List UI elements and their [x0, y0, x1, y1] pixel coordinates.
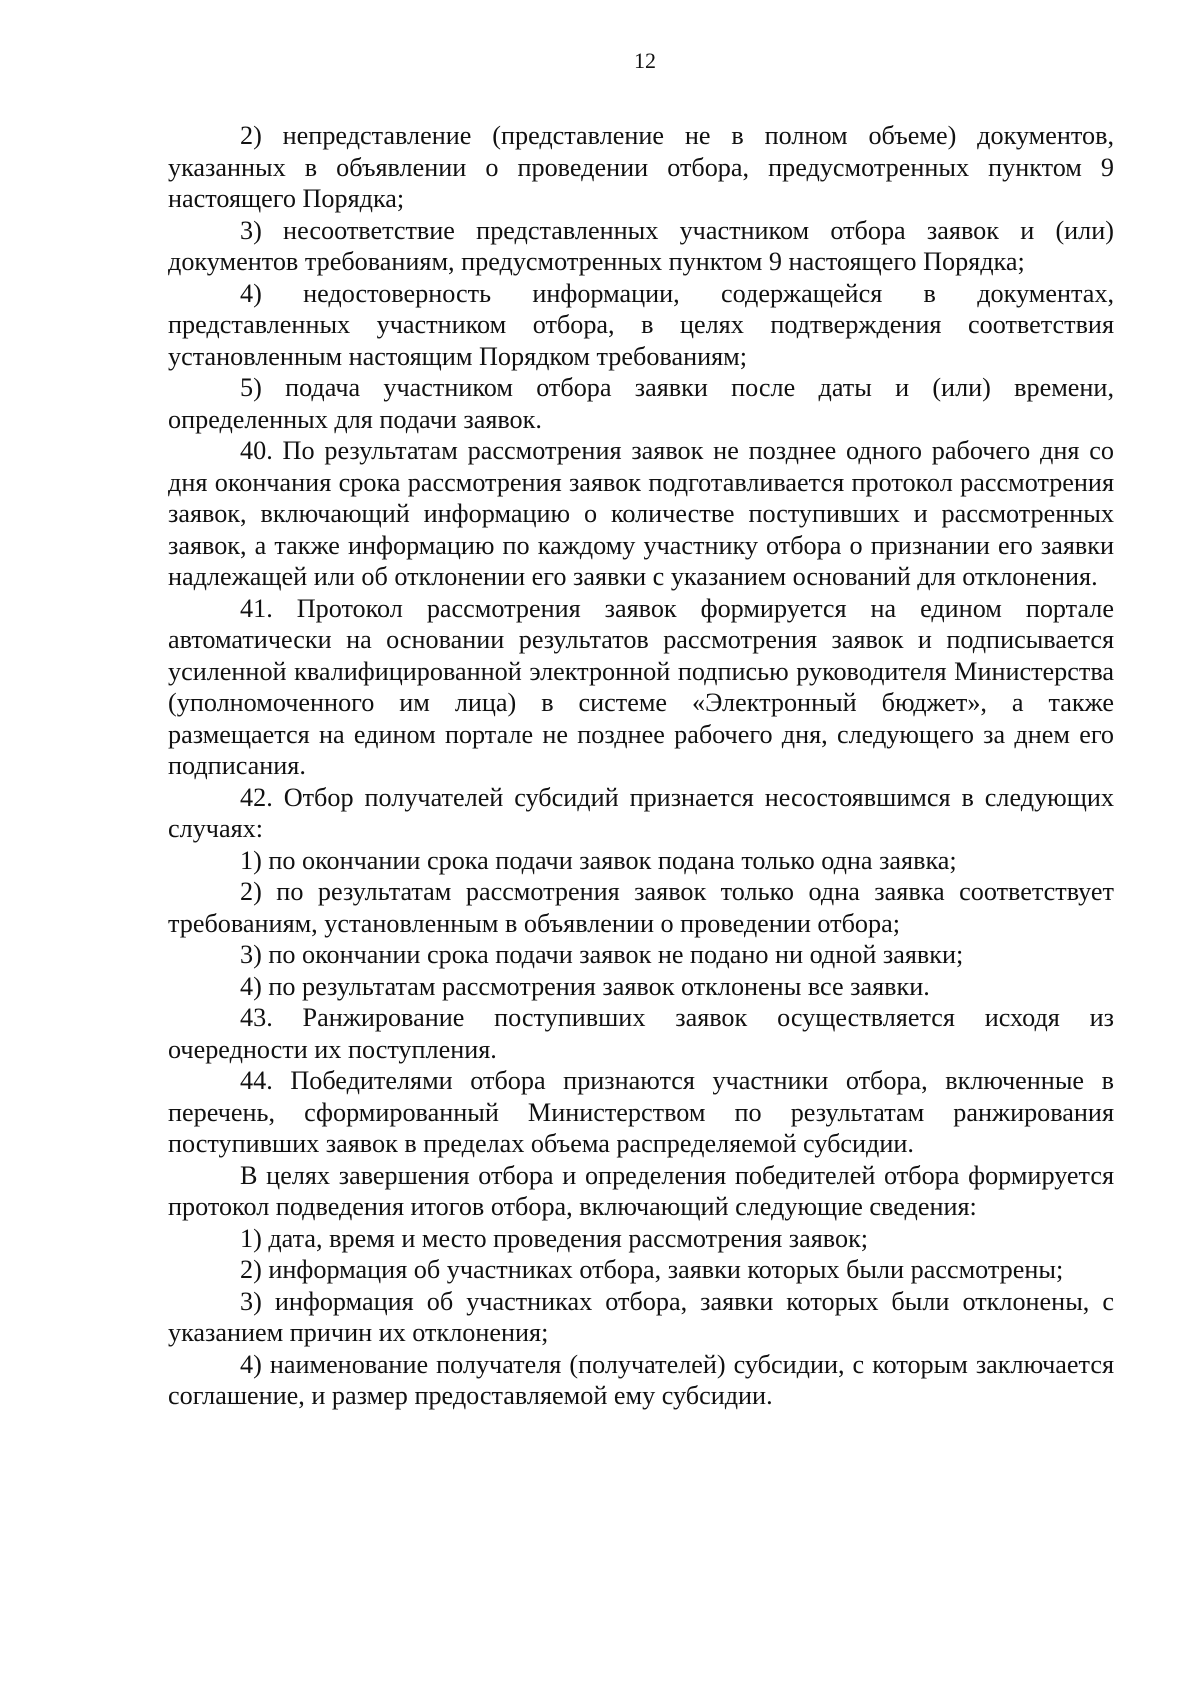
paragraph-protocol-item-2: 2) информация об участниках отбора, заявки которых были рассмотрены;	[240, 1255, 1064, 1284]
paragraph-clause-42-item-3: 3) по окончании срока подачи заявок не подано ни одной заявки;	[240, 940, 964, 969]
paragraph-clause-40: 40. По результатам рассмотрения заявок не позднее одного рабочего дня со дня окончания срока рассмотрения заявок подготавливается протокол рассмотрения заявок, включающий информацию о количестве поступивших и рассмотренных заявок, а также информацию по каждому участнику отбора о признании его заявки надлежащей или об отклонении его заявки с указанием оснований для отклонения.	[168, 436, 1114, 591]
paragraph-clause-41: 41. Протокол рассмотрения заявок формируется на едином портале автоматически на основании результатов рассмотрения заявок и подписывается усиленной квалифицированной электронной подписью руководителя Министерства (уполномоченного им лица) в системе «Электронный бюджет», а также размещается на едином портале не позднее рабочего дня, следующего за днем его подписания.	[168, 593, 1114, 780]
paragraph-item-3-noncompliance: 3) несоответствие представленных участником отбора заявок и (или) документов требованиям, предусмотренных пунктом 9 настоящего Порядка;	[168, 215, 1114, 276]
paragraph-protocol-item-3: 3) информация об участниках отбора, заявки которых были отклонены, с указанием причин их отклонения;	[168, 1286, 1114, 1347]
paragraph-clause-44: 44. Победителями отбора признаются участники отбора, включенные в перечень, сформированный Министерством по результатам ранжирования поступивших заявок в пределах объема распределяемой субсидии.	[168, 1066, 1114, 1158]
document-body	[168, 120, 1114, 1412]
paragraph-clause-42-item-1: 1) по окончании срока подачи заявок подана только одна заявка;	[240, 845, 957, 875]
paragraph-clause-42-item-2: 2) по результатам рассмотрения заявок только одна заявка соответствует требованиям, установленным в объявлении о проведении отбора;	[168, 877, 1114, 938]
paragraph-clause-42: 42. Отбор получателей субсидий признается несостоявшимся в следующих случаях:	[168, 782, 1114, 843]
paragraph-item-2-nonsubmission: 2) непредставление (представление не в полном объеме) документов, указанных в объявлении о проведении отбора, предусмотренных пунктом 9 настоящего Порядка;	[168, 121, 1114, 213]
paragraph-clause-42-item-4: 4) по результатам рассмотрения заявок отклонены все заявки.	[240, 971, 930, 1001]
paragraph-protocol-item-4: 4) наименование получателя (получателей) субсидии, с которым заключается соглашение, и размер предоставляемой ему субсидии.	[168, 1349, 1114, 1410]
paragraph-clause-43: 43. Ранжирование поступивших заявок осуществляется исходя из очередности их поступления.	[168, 1003, 1114, 1064]
paragraph-protocol-intro: В целях завершения отбора и определения победителей отбора формируется протокол подведения итогов отбора, включающий следующие сведения:	[168, 1160, 1114, 1221]
page-number: 12	[634, 48, 656, 73]
paragraph-item-4-unreliable-info: 4) недостоверность информации, содержащейся в документах, представленных участником отбора, в целях подтверждения соответствия установленным настоящим Порядком требованиям;	[168, 278, 1114, 371]
paragraph-protocol-item-1: 1) дата, время и место проведения рассмотрения заявок;	[240, 1223, 869, 1253]
paragraph-item-5-late-submission: 5) подача участником отбора заявки после даты и (или) времени, определенных для подачи заявок.	[168, 373, 1114, 434]
